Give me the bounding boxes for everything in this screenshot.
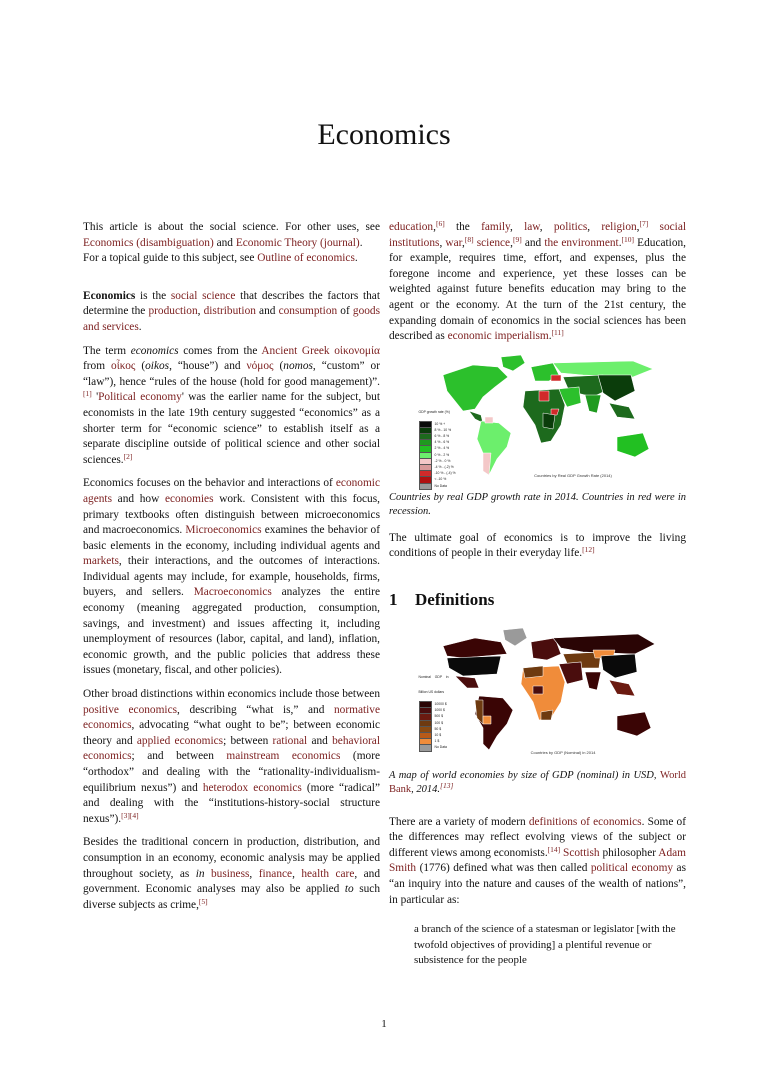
link-behavioral-economics[interactable]: behavioral economics: [83, 734, 380, 763]
link-rational[interactable]: rational: [272, 734, 308, 747]
link-microeconomics[interactable]: Microeconomics: [185, 524, 262, 537]
link-law[interactable]: law: [524, 221, 540, 233]
link-family[interactable]: family: [481, 221, 510, 233]
page-number: 1: [381, 1018, 387, 1030]
text: ,: [509, 221, 525, 233]
gdp-growth-legend: [419, 405, 456, 490]
map-bolivia: [483, 716, 491, 724]
text: ,: [539, 221, 554, 233]
link-economic-agents[interactable]: economic agents: [83, 477, 380, 505]
text: (more “radical” and dealing with the “institutions-history-social structure nexus”).: [83, 781, 380, 825]
link-outline-of-economics[interactable]: Outline of economics: [257, 252, 355, 265]
text: A map of world economies by size of GDP (nominal) in USD,: [389, 769, 661, 781]
section-heading-definitions: [389, 589, 686, 609]
link-consumption[interactable]: consumption: [278, 305, 338, 318]
link-oikonomia[interactable]: οἰκονομία: [334, 344, 380, 357]
legend-title: GDP growth rate (%): [418, 409, 450, 414]
text: , their interactions, and the outcomes of interactions. Individual agents may include, for example, households, firms, buyers, and sellers.: [83, 555, 380, 599]
text: ,: [636, 221, 640, 233]
legend-label: -2 % - 0 %: [434, 458, 451, 463]
legend-label: -4 % - (-2) %: [434, 464, 454, 469]
legend-label: -10 % - (-4) %: [434, 471, 456, 476]
link-religion[interactable]: religion: [601, 221, 637, 233]
map-india: [585, 395, 601, 413]
text: Besides the traditional concern in production, distribution, and consumption in an economy, economic analysis may be applied throughout society, as: [83, 836, 380, 880]
link-definitions-of-economics[interactable]: definitions of economics: [528, 815, 642, 828]
map-southeast-asia: [609, 403, 635, 419]
text: that describes the factors that determine the: [83, 289, 380, 318]
text: .: [354, 252, 358, 265]
text: to: [344, 883, 354, 896]
map-north-africa: [523, 666, 543, 678]
link-nomos[interactable]: νόμος: [246, 360, 274, 373]
map-south-africa: [541, 710, 553, 720]
citation-13[interactable]: [13]: [440, 780, 454, 790]
text: the: [444, 221, 482, 233]
text: Other broad distinctions within economics include those between: [83, 688, 380, 701]
gdp-nominal-legend: [419, 670, 449, 752]
text: ,: [249, 867, 259, 880]
gdp-nominal-map-figure[interactable]: [403, 624, 673, 759]
link-business[interactable]: business: [210, 867, 250, 880]
text: economics: [130, 344, 179, 357]
map-nigeria: [533, 686, 543, 694]
text: Education, for example, requires time, effort, and expenses, plus the foregone income and experience, yet these losses can be weighted against future benefits education may bring to the agent or the economy. At the turn of the 21st century, the expanding domain of economics in the social sciences has been described as: [389, 236, 686, 343]
legend-label: 1 $: [434, 739, 440, 744]
map-south-america: [477, 421, 511, 475]
text: (more “orthodox” and dealing with the “rationality-individualism-equilibrium nexus”) and: [83, 750, 381, 794]
gdp-growth-map-figure[interactable]: [403, 353, 673, 488]
text: is the: [135, 289, 171, 302]
citation-14[interactable]: [14]: [547, 844, 561, 854]
text: nomos: [283, 360, 313, 373]
link-normative-economics[interactable]: normative economics: [83, 703, 380, 732]
citation-10[interactable]: [10]: [621, 234, 635, 244]
text: ,: [197, 305, 204, 318]
map-china: [601, 654, 637, 678]
link-economic-imperialism[interactable]: economic imperialism: [447, 330, 549, 343]
text: (: [273, 360, 284, 373]
text: work. Consistent with this focus, primary textbooks often distinguish between microeconomics and macroeconomics.: [83, 492, 380, 537]
text: oikos: [145, 360, 170, 373]
text: , “custom” or “law”), hence “rules of the house (hold for good management)”.: [83, 360, 380, 388]
legend-label: 10000 $: [434, 702, 447, 707]
citation-9[interactable]: [9]: [512, 234, 522, 244]
text: (1776) defined what was then called: [416, 862, 591, 875]
link-ancient-greek[interactable]: Ancient Greek: [261, 344, 330, 357]
legend-label: 10 % +: [434, 421, 446, 426]
text: , describing “what is,” and: [177, 703, 334, 716]
link-economics-disambiguation[interactable]: Economics (disambiguation): [83, 236, 214, 249]
text: in: [195, 867, 205, 880]
link-world-bank[interactable]: World Bank: [389, 769, 686, 795]
legend-label: 0 % - 2 %: [434, 452, 450, 457]
figure2-caption: [389, 769, 686, 797]
spacer: [83, 267, 380, 289]
citation-3-4[interactable]: [3][4]: [121, 810, 139, 820]
legend-label: 500 $: [434, 714, 443, 719]
map-australia: [617, 433, 649, 457]
map-russia: [553, 361, 653, 377]
besides-paragraph: [83, 835, 380, 913]
text: There are a variety of modern: [389, 815, 529, 828]
text: ': [91, 391, 99, 404]
legend-label: < -10 %: [434, 477, 447, 482]
hatnote-outline: [83, 251, 380, 267]
citation-6[interactable]: [6]: [435, 219, 445, 228]
link-the-environment[interactable]: the environment: [544, 236, 619, 249]
text: ,: [433, 221, 436, 233]
text: and how: [111, 492, 165, 505]
link-war[interactable]: war: [445, 236, 462, 249]
citation-12[interactable]: [12]: [582, 545, 595, 555]
text: of: [337, 305, 353, 318]
map-greenland: [501, 355, 525, 371]
hatnote-disambiguation: [83, 220, 380, 251]
legend-item: [419, 483, 456, 489]
focus-paragraph: [83, 476, 380, 679]
right-column: [389, 220, 686, 969]
left-column: [83, 220, 380, 921]
section-title: Definitions: [415, 589, 495, 609]
map-ukraine: [551, 375, 561, 381]
map-title: Countries by Real GDP Growth Rate (2014): [533, 472, 612, 478]
map-mexico: [455, 676, 479, 688]
lead-paragraph: [83, 289, 380, 336]
text: , “house”) and: [169, 360, 247, 373]
link-oikos[interactable]: οἶκος: [111, 360, 136, 373]
text: ; and between: [131, 750, 227, 763]
legend-label: 6 % - 8 %: [434, 434, 450, 439]
link-economic-theory-journal[interactable]: Economic Theory (journal): [235, 236, 360, 249]
text: .: [618, 236, 622, 249]
legend-title: Nominal GDP in Billion US dollars: [418, 674, 449, 695]
definitions-paragraph: [389, 815, 686, 909]
text: such diverse subjects as crime,: [83, 883, 381, 911]
legend-label: 4 % - 6 %: [434, 440, 450, 445]
text: ,: [439, 236, 446, 249]
text: , advocating “what ought to be”; between economic theory and: [83, 719, 380, 747]
text: ,: [510, 236, 513, 249]
text: ,: [461, 236, 465, 249]
figure1-caption: Countries by real GDP growth rate in 2014. Countries in red were in recession.: [389, 491, 686, 517]
legend-label: 8 % - 10 %: [434, 427, 452, 432]
text: [648, 221, 659, 233]
etymology-paragraph: [83, 344, 380, 469]
map-southeast-asia: [609, 680, 635, 696]
text: (: [135, 360, 146, 373]
text: examines the behavior of basic elements in the economy, including individual agents and: [83, 524, 380, 552]
citation-5[interactable]: [5]: [198, 896, 208, 906]
text: comes from the: [178, 344, 262, 357]
adam-smith-quote: a branch of the science of a statesman or legislator [with the twofold objectives of providing] a plentiful revenue or subsistence for the people: [414, 923, 676, 967]
citation-8[interactable]: [8]: [464, 234, 474, 244]
link-adam-smith[interactable]: Adam Smith: [389, 846, 686, 875]
link-social-institutions[interactable]: social institutions: [389, 221, 687, 249]
link-social-science[interactable]: social science: [170, 289, 236, 302]
text: Economics focuses on the behavior and interactions of: [83, 477, 336, 490]
link-science[interactable]: science: [476, 236, 511, 249]
link-political-economy[interactable]: Political economy: [98, 391, 182, 404]
link-health-care[interactable]: health care: [301, 867, 355, 880]
text: ; between: [223, 734, 273, 747]
map-title: Countries by GDP (Nominal) in 2014: [530, 749, 595, 755]
link-production[interactable]: production: [148, 305, 198, 318]
link-scottish[interactable]: Scottish: [563, 846, 600, 859]
text: and: [307, 734, 333, 747]
text: philosopher: [599, 846, 659, 859]
distinctions-paragraph: [83, 687, 380, 827]
text: and: [255, 305, 279, 318]
link-macroeconomics[interactable]: Macroeconomics: [193, 586, 272, 599]
legend-label: 50 $: [434, 726, 442, 731]
map-venezuela: [485, 417, 493, 423]
citation-7[interactable]: [7]: [639, 219, 649, 228]
text: ' was the earlier name for the subject, but economists in the late 19th century suggested “economics” as a shorter term for “economic science” to establish itself as a separate discipline outside of political science and other social sciences.: [83, 391, 381, 466]
link-politics[interactable]: politics: [553, 221, 588, 233]
continued-paragraph: [389, 220, 686, 345]
link-distribution[interactable]: distribution: [203, 305, 256, 318]
text: The ultimate goal of economics is to improve the living conditions of people in their everyday life.: [389, 531, 686, 560]
link-political-economy-2[interactable]: political economy: [590, 862, 674, 875]
text: ,: [292, 867, 302, 880]
text: The term: [83, 344, 131, 357]
text: , 2014.: [411, 783, 441, 795]
text: from: [83, 360, 112, 373]
text: and: [521, 236, 545, 249]
link-positive-economics[interactable]: positive economics: [83, 703, 178, 716]
text: .: [138, 320, 142, 333]
map-china: [598, 375, 635, 401]
section-number: 1: [389, 589, 398, 609]
lead-term: Economics: [83, 289, 136, 302]
map-east-africa: [543, 413, 555, 429]
text: as “an inquiry into the nature and causes of the wealth of nations”, in particular as:: [389, 862, 686, 906]
text: and: [213, 236, 236, 249]
map-usa: [447, 656, 501, 676]
citation-2[interactable]: [2]: [123, 451, 133, 461]
map-libya: [539, 391, 549, 401]
legend-label: 2 % - 4 %: [434, 446, 450, 451]
link-economies[interactable]: economies: [164, 492, 214, 505]
link-education[interactable]: education: [389, 221, 434, 233]
link-finance[interactable]: finance: [258, 867, 293, 880]
text: analyzes the entire economy (meaning aggregated production, consumption, savings, and investment) and issues affecting it, including unemployment of resources (labor, capital, and land), inflation, economic growth, and the public policies that address these issues (monetary, fiscal, and other policies).: [83, 586, 380, 677]
legend-item: [419, 745, 449, 751]
legend-label: 1000 $: [434, 708, 445, 713]
text: , and government. Economic analyses may also be applied: [83, 867, 381, 896]
citation-11[interactable]: [11]: [551, 328, 564, 338]
text: . Some of the differences may reflect evolving views of the subject or different views among economists.: [389, 815, 687, 859]
link-goods-and-services[interactable]: goods and services: [83, 305, 380, 333]
legend-label: No Data: [434, 745, 447, 750]
citation-1[interactable]: [1]: [83, 389, 92, 399]
page-title: Economics: [317, 118, 451, 151]
text: For a topical guide to this subject, see: [83, 252, 258, 265]
text: ,: [587, 221, 602, 233]
link-heterodox-economics[interactable]: heterodox economics: [202, 781, 302, 794]
map-greenland: [503, 628, 527, 646]
map-india: [585, 672, 601, 690]
text: This article is about the social science. For other uses, see: [83, 221, 380, 233]
legend-label: 100 $: [434, 720, 443, 725]
legend-swatch: [419, 744, 432, 752]
link-applied-economics[interactable]: applied economics: [136, 734, 224, 747]
map-australia: [617, 712, 651, 736]
legend-swatch: [419, 483, 432, 491]
legend-label: No Data: [434, 483, 447, 488]
legend-label: 10 $: [434, 732, 442, 737]
link-mainstream-economics[interactable]: mainstream economics: [226, 750, 341, 763]
text: .: [359, 236, 363, 249]
map-canada: [443, 638, 507, 658]
text: .: [548, 330, 552, 343]
link-markets[interactable]: markets: [83, 555, 119, 568]
goal-paragraph: [389, 531, 686, 562]
